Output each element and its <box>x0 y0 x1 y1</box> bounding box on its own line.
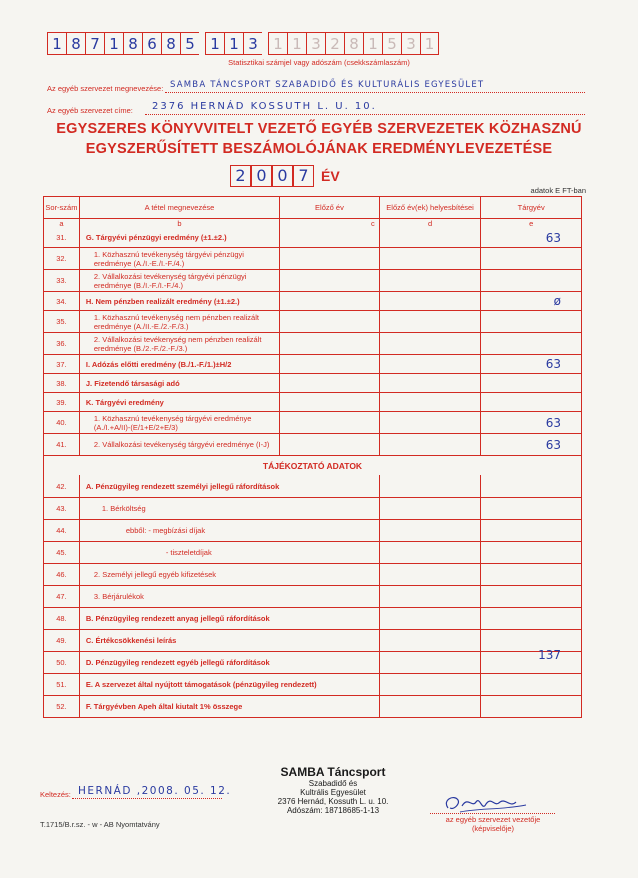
row-label: 3. Bérjárulékok <box>79 586 379 607</box>
table-row <box>44 291 581 310</box>
row-label: I. Adózás előtti eredmény (B./1.-F./1.)±H/2 <box>79 355 279 373</box>
row-label: G. Tárgyévi pénzügyi eredmény (±1.±2.) <box>79 228 279 247</box>
row-label: 2. Személyi jellegű egyéb kifizetések <box>79 564 379 585</box>
results-table <box>43 196 582 718</box>
info-row <box>44 629 581 651</box>
org-name-label: Az egyéb szervezet megnevezése: <box>47 84 164 93</box>
current-year-cell[interactable] <box>480 630 581 651</box>
row-label: J. Fizetendő társasági adó <box>79 374 279 392</box>
row-number: 44. <box>56 526 67 535</box>
org-name-value[interactable]: SAMBA TÁNCSPORT SZABADIDŐ ÉS KULTURÁLIS EGYESÜLET <box>170 80 485 90</box>
info-row <box>44 541 581 563</box>
row-number: 40. <box>56 418 67 427</box>
row-label: C. Értékcsökkenési leírás <box>79 630 379 651</box>
row-number: 33. <box>56 276 67 285</box>
row-number: 39. <box>56 397 67 407</box>
stamp-line3: Kultrális Egyesület <box>300 788 366 797</box>
info-row <box>44 519 581 541</box>
row-label: 1. Közhasznú tevékenység tárgyévi pénzügyi eredménye (A./I.-E./I.-F./4.) <box>79 248 279 269</box>
header-current-year: Tárgyév <box>480 197 581 218</box>
table-row <box>44 332 581 354</box>
table-row <box>44 411 581 433</box>
corrections-cell[interactable] <box>379 374 481 392</box>
prev-year-cell[interactable] <box>279 228 379 247</box>
table-subheader-row <box>44 218 581 228</box>
org-name-line <box>165 92 585 93</box>
stat-digit-box[interactable]: 5 <box>180 32 199 55</box>
stamp-line4: 2376 Hernád, Kossuth L. u. 10. <box>277 797 389 806</box>
current-year-cell[interactable] <box>480 393 581 411</box>
row-number: 43. <box>56 504 67 513</box>
stat-digit-box[interactable]: 8 <box>123 32 142 55</box>
stat-digit-box[interactable]: 8 <box>66 32 85 55</box>
stat-digit-box[interactable]: 3 <box>243 32 262 55</box>
year-digit-box[interactable]: 0 <box>251 165 272 187</box>
row-number: 46. <box>56 570 67 579</box>
current-year-cell[interactable] <box>480 648 581 673</box>
row-number: 32. <box>56 254 67 263</box>
corrections-cell[interactable] <box>379 333 481 354</box>
stat-digit-box[interactable]: 7 <box>85 32 104 55</box>
current-year-cell[interactable] <box>480 608 581 629</box>
stat-digit-box[interactable]: 1 <box>287 32 306 55</box>
stamp-line2: Szabadidő és <box>308 779 358 788</box>
row-label: H. Nem pénzben realizált eredmény (±1.±2.) <box>79 292 279 310</box>
info-title-row <box>44 455 581 475</box>
stat-digit-box[interactable]: 1 <box>205 32 224 55</box>
prev-year-cell[interactable] <box>279 292 379 310</box>
table-row <box>44 354 581 373</box>
date-label: Keltezés: <box>40 790 71 799</box>
row-number: 34. <box>56 296 67 306</box>
info-row <box>44 607 581 629</box>
current-year-cell[interactable] <box>480 520 581 541</box>
stamp-line1: SAMBA Táncsport <box>280 765 386 779</box>
table-row <box>44 269 581 291</box>
row-label: 2. Vállalkozási tevékenység tárgyévi pénzügyi eredménye (B./I.-F./I.-F./4.) <box>79 270 279 291</box>
stat-digit-box[interactable]: 3 <box>306 32 325 55</box>
corrections-cell[interactable] <box>379 292 481 310</box>
row-number: 50. <box>56 658 67 667</box>
table-row <box>44 228 581 247</box>
header-item: A tétel megnevezése <box>79 197 279 218</box>
table-row <box>44 433 581 455</box>
stat-digit-box[interactable]: 8 <box>344 32 363 55</box>
row-label: ebből: - megbízási díjak <box>79 520 379 541</box>
prev-year-cell[interactable] <box>279 248 379 269</box>
prev-year-cell[interactable] <box>279 333 379 354</box>
handwritten-value: 63 <box>545 230 562 245</box>
corrections-cell[interactable] <box>379 564 481 585</box>
corrections-cell[interactable] <box>379 355 481 373</box>
prev-year-cell[interactable] <box>279 374 379 392</box>
current-year-cell[interactable] <box>480 674 581 695</box>
info-row <box>44 585 581 607</box>
stat-digit-box[interactable]: 1 <box>420 32 439 55</box>
prev-year-cell[interactable] <box>279 393 379 411</box>
row-label: 1. Közhasznú tevékenység tárgyévi eredménye (A./I.+A/II)-(E/1+E/2+E/3) <box>79 412 279 433</box>
row-label: B. Pénzügyileg rendezett anyag jellegű ráfordítások <box>79 608 379 629</box>
row-number: 52. <box>56 702 67 711</box>
subheader-b: b <box>79 219 279 228</box>
info-row <box>44 648 581 673</box>
header-prev-year: Előző év <box>279 197 379 218</box>
corrections-cell[interactable] <box>379 608 481 629</box>
row-label: 1. Közhasznú tevékenység nem pénzben realizált eredménye (A./II.-E./2.-F./3.) <box>79 311 279 332</box>
info-row <box>44 497 581 519</box>
prev-year-cell[interactable] <box>279 270 379 291</box>
table-row <box>44 247 581 269</box>
prev-year-cell[interactable] <box>279 434 379 455</box>
corrections-cell[interactable] <box>379 311 481 332</box>
corrections-cell[interactable] <box>379 696 481 717</box>
date-line <box>72 798 222 799</box>
corrections-cell[interactable] <box>379 228 481 247</box>
row-label: - tiszteletdíjak <box>79 542 379 563</box>
stat-digit-box[interactable]: 1 <box>268 32 287 55</box>
row-number: 35. <box>56 317 67 326</box>
subheader-a: a <box>59 219 64 228</box>
info-row <box>44 695 581 717</box>
subheader-c: c <box>279 219 379 228</box>
row-label: E. A szervezet által nyújtott támogatások (pénzügyileg rendezett) <box>79 674 379 695</box>
units-note: adatok E FT-ban <box>530 186 586 195</box>
corrections-cell[interactable] <box>379 412 481 433</box>
row-number: 45. <box>56 548 67 557</box>
row-number: 42. <box>56 481 67 491</box>
handwritten-value: 137 <box>538 648 562 662</box>
stat-digit-box[interactable]: 1 <box>104 32 123 55</box>
row-number: 41. <box>56 440 67 449</box>
stat-digit-box[interactable]: 3 <box>401 32 420 55</box>
stat-digit-box[interactable]: 1 <box>363 32 382 55</box>
corrections-cell[interactable] <box>379 475 481 497</box>
stat-digit-box[interactable]: 5 <box>382 32 401 55</box>
row-number: 37. <box>56 359 67 369</box>
prev-year-cell[interactable] <box>279 311 379 332</box>
current-year-cell[interactable] <box>480 586 581 607</box>
current-year-cell[interactable] <box>480 374 581 392</box>
row-number: 51. <box>56 680 67 689</box>
signature-line <box>430 813 555 814</box>
info-row <box>44 563 581 585</box>
row-label: K. Tárgyévi eredmény <box>79 393 279 411</box>
year-suffix: ÉV <box>321 168 340 184</box>
row-number: 36. <box>56 339 67 348</box>
current-year-cell[interactable] <box>480 333 581 354</box>
handwritten-value: 63 <box>545 357 562 371</box>
stat-digit-box[interactable]: 2 <box>325 32 344 55</box>
stat-digit-box[interactable]: 8 <box>161 32 180 55</box>
corrections-cell[interactable] <box>379 520 481 541</box>
info-row <box>44 475 581 497</box>
subheader-e: e <box>480 219 581 228</box>
corrections-cell[interactable] <box>379 270 481 291</box>
table-row <box>44 392 581 411</box>
handwritten-value: ø <box>553 294 562 308</box>
current-year-cell[interactable] <box>480 412 581 433</box>
current-year-cell[interactable] <box>480 475 581 497</box>
date-value[interactable]: HERNÁD ,2008. 05. 12. <box>78 785 232 797</box>
current-year-cell[interactable] <box>480 564 581 585</box>
row-number: 38. <box>56 378 67 388</box>
header-corrections: Előző év(ek) helyesbítései <box>379 197 481 218</box>
stat-number-boxes <box>47 32 587 55</box>
prev-year-cell[interactable] <box>279 412 379 433</box>
corrections-cell[interactable] <box>379 542 481 563</box>
signature-caption: az egyéb szervezet vezetője (képviselője) <box>445 815 541 833</box>
header-row-no: Sor-szám <box>45 203 78 212</box>
table-row <box>44 373 581 392</box>
org-address-line <box>145 114 585 115</box>
row-number: 47. <box>56 592 67 601</box>
current-year-cell[interactable] <box>480 434 581 455</box>
corrections-cell[interactable] <box>379 248 481 269</box>
stamp-line5: Adószám: 18718685-1-13 <box>286 806 380 815</box>
row-number: 48. <box>56 614 67 623</box>
table-row <box>44 310 581 332</box>
current-year-cell[interactable] <box>480 270 581 291</box>
org-address-label: Az egyéb szervezet címe: <box>47 106 133 115</box>
row-label: A. Pénzügyileg rendezett személyi jellegű ráfordítások <box>79 475 379 497</box>
current-year-cell[interactable] <box>480 355 581 373</box>
prev-year-cell[interactable] <box>279 355 379 373</box>
year-digit-box[interactable]: 7 <box>293 165 314 187</box>
year-digit-box[interactable]: 2 <box>230 165 251 187</box>
row-label: F. Tárgyévben Apeh által kiutalt 1% összege <box>79 696 379 717</box>
corrections-cell[interactable] <box>379 498 481 519</box>
current-year-cell[interactable] <box>480 498 581 519</box>
corrections-cell[interactable] <box>379 652 481 673</box>
organization-stamp <box>258 765 408 815</box>
current-year-cell[interactable] <box>480 248 581 269</box>
row-label: 1. Bérköltség <box>79 498 379 519</box>
current-year-cell[interactable] <box>480 696 581 717</box>
stat-digit-box[interactable]: 1 <box>224 32 243 55</box>
current-year-cell[interactable] <box>480 292 581 310</box>
current-year-cell[interactable] <box>480 542 581 563</box>
stat-digit-box[interactable]: 1 <box>47 32 66 55</box>
info-row <box>44 673 581 695</box>
handwritten-value: 63 <box>545 437 561 452</box>
form-title-line1: EGYSZERES KÖNYVVITELT VEZETŐ EGYÉB SZERVEZETEK KÖZHASZNÚ <box>56 121 582 137</box>
stat-number-caption: Statisztikai számjel vagy adószám (csekkszámlaszám) <box>228 58 410 67</box>
handwritten-value: 63 <box>545 415 561 430</box>
current-year-cell[interactable] <box>480 228 581 247</box>
corrections-cell[interactable] <box>379 434 481 455</box>
row-label: 2. Vállalkozási tevékenység nem pénzben realizált eredménye (B./2.-F./2.-F./3.) <box>79 333 279 354</box>
year-digit-box[interactable]: 0 <box>272 165 293 187</box>
row-label: 2. Vállalkozási tevékenység tárgyévi eredménye (I-J) <box>79 434 279 455</box>
form-code: T.1715/B.r.sz. - w - AB Nyomtatvány <box>40 820 160 829</box>
corrections-cell[interactable] <box>379 674 481 695</box>
info-title: TÁJÉKOZTATÓ ADATOK <box>262 460 363 471</box>
row-number: 49. <box>56 636 67 645</box>
corrections-cell[interactable] <box>379 630 481 651</box>
row-label: D. Pénzügyileg rendezett egyéb jellegű ráfordítások <box>79 652 379 673</box>
corrections-cell[interactable] <box>379 393 481 411</box>
row-number: 31. <box>56 233 67 242</box>
corrections-cell[interactable] <box>379 586 481 607</box>
subheader-d: d <box>379 219 481 228</box>
table-header-row <box>44 197 581 218</box>
form-title-line2: EGYSZERŰSÍTETT BESZÁMOLÓJÁNAK EREDMÉNYLEVEZETÉSE <box>85 141 553 157</box>
stat-digit-box[interactable]: 6 <box>142 32 161 55</box>
current-year-cell[interactable] <box>480 311 581 332</box>
org-address-value[interactable]: 2376 HERNÁD KOSSUTH L. U. 10. <box>152 101 377 112</box>
